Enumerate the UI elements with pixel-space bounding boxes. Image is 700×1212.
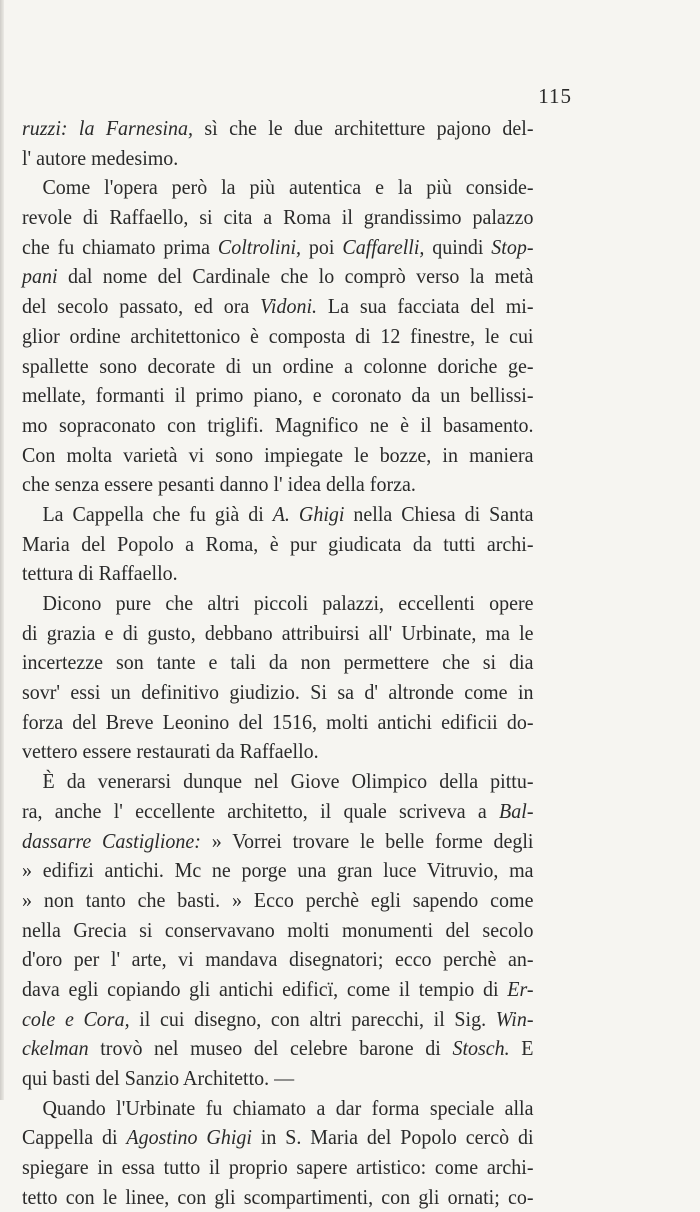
text-segment: Maria del Popolo a Roma, è pur giudicata da tutti archi-: [22, 531, 534, 556]
text-line: [22, 1064, 534, 1094]
text-line: [22, 500, 534, 530]
italic-text: Bal-: [499, 798, 534, 823]
italic-text: pani: [22, 264, 58, 289]
text-line: [22, 203, 534, 233]
italic-text: A. Ghigi: [272, 501, 345, 526]
text-line: [22, 262, 534, 292]
text-segment: revole di Raffaello, si cita a Roma il grandissimo palazzo: [22, 205, 534, 230]
text-segment: forza del Breve Leonino del 1516, molti antichi edificii do-: [22, 709, 534, 734]
text-line: [22, 559, 534, 589]
text-line: [22, 352, 534, 382]
text-segment: vettero essere restaurati da Raffaello.: [22, 739, 319, 764]
text-line: [22, 619, 534, 649]
text-line: [22, 411, 534, 441]
italic-text: Win-: [495, 1006, 534, 1031]
text-segment: nella Chiesa di Santa: [344, 501, 534, 526]
italic-text: Agostino Ghigi: [126, 1125, 252, 1150]
text-line: [22, 1005, 534, 1035]
text-line: [22, 322, 534, 352]
text-segment: » non tanto che basti. » Ecco perchè egli sapendo come: [22, 887, 534, 912]
text-segment: qui basti del Sanzio Architetto. —: [22, 1066, 295, 1090]
text-segment: Cappella di: [22, 1125, 127, 1150]
text-segment: del secolo passato, ed ora: [22, 294, 261, 319]
text-segment: Con molta varietà vi sono impiegate le bozze, in maniera: [22, 442, 534, 467]
text-segment: nella Grecia si conservavano molti monumenti del secolo: [22, 917, 534, 942]
text-segment: sovr' essi un definitivo giudizio. Si sa d' altronde come in: [22, 680, 534, 705]
text-segment: tettura di Raffaello.: [22, 561, 178, 586]
italic-text: Vidoni.: [260, 294, 318, 319]
page-gutter-shadow: [0, 0, 4, 1100]
text-line: [22, 1034, 534, 1064]
text-line: [22, 1183, 534, 1212]
text-segment: tetto con le linee, con gli scompartimenti, con gli ornati; co-: [22, 1184, 534, 1209]
text-line: [22, 945, 534, 975]
text-segment: Come l'opera però la più autentica e la più conside-: [42, 175, 534, 200]
text-segment: spiegare in essa tutto il proprio sapere artistico: come archi-: [22, 1155, 534, 1180]
text-line: [22, 827, 534, 857]
text-line: [22, 530, 534, 560]
text-line: [22, 886, 534, 916]
text-segment: in S. Maria del Popolo cercò di: [251, 1125, 534, 1150]
text-segment: dava egli copiando gli antichi edificï, come il tempio di: [22, 976, 508, 1001]
text-segment: E: [509, 1036, 534, 1061]
text-segment: » Vorrei trovare le belle forme degli: [200, 828, 534, 853]
italic-text: Coltrolini,: [217, 234, 302, 259]
text-line: [22, 708, 534, 738]
italic-text: ckelman: [22, 1036, 89, 1061]
text-line: [22, 916, 534, 946]
text-segment: che fu chiamato prima: [22, 234, 218, 259]
text-segment: dal nome del Cardinale che lo comprò verso la metà: [57, 264, 534, 289]
text-segment: ra, anche l' eccellente architetto, il quale scriveva a: [22, 798, 500, 823]
text-line: [22, 797, 534, 827]
text-segment: mo sopraconato con triglifi. Magnifico ne è il basamento.: [22, 412, 534, 437]
text-line: [22, 1094, 534, 1124]
text-line: [22, 381, 534, 411]
italic-text: Stop-: [491, 234, 534, 259]
text-line: [22, 1123, 534, 1153]
text-line: [22, 144, 534, 174]
text-segment: quindi: [424, 234, 492, 259]
text-segment: È da venerarsi dunque nel Giove Olimpico della pittu-: [42, 769, 534, 794]
text-line: [22, 292, 534, 322]
text-line: [22, 856, 534, 886]
text-segment: Quando l'Urbinate fu chiamato a dar forma speciale alla: [42, 1095, 534, 1120]
text-line: [22, 470, 534, 500]
text-line: [22, 233, 534, 263]
text-line: [22, 767, 534, 797]
text-segment: sì che le due architetture pajono del-: [193, 116, 534, 140]
text-segment: poi: [301, 234, 343, 259]
text-segment: Dicono pure che altri piccoli palazzi, eccellenti opere: [42, 591, 534, 615]
text-segment: d'oro per l' arte, vi mandava disegnatori; ecco perchè an-: [22, 947, 534, 972]
page-number: 115: [538, 84, 572, 108]
text-segment: spallette sono decorate di un ordine a colonne doriche ge-: [22, 353, 534, 378]
text-line: [22, 114, 534, 144]
italic-text: dassarre Castiglione:: [22, 828, 201, 853]
body-text: [22, 114, 534, 1212]
text-segment: » edifizi antichi. Mc ne porge una gran luce Vitruvio, ma: [22, 858, 534, 883]
text-segment: incertezze son tante e tali da non permettere che si dia: [22, 650, 534, 675]
text-line: [22, 589, 534, 619]
text-segment: La Cappella che fu già di: [42, 501, 273, 526]
text-line: [22, 975, 534, 1005]
text-segment: glior ordine architettonico è composta di 12 finestre, le cui: [22, 323, 534, 348]
text-segment: trovò nel museo del celebre barone di: [88, 1036, 453, 1061]
italic-text: Stosch.: [452, 1036, 510, 1061]
text-line: [22, 1153, 534, 1183]
text-segment: di grazia e di gusto, debbano attribuirsi all' Urbinate, ma le: [22, 620, 534, 645]
italic-text: Caffarelli,: [342, 234, 425, 259]
text-line: [22, 678, 534, 708]
italic-text: cole e Cora,: [22, 1006, 130, 1031]
text-segment: La sua facciata del mi-: [317, 294, 534, 319]
text-line: [22, 648, 534, 678]
text-segment: il cui disegno, con altri parecchi, il Sig.: [129, 1006, 496, 1031]
text-line: [22, 737, 534, 767]
italic-text: Er-: [507, 976, 534, 1001]
italic-text: ruzzi: la Farnesina,: [22, 116, 194, 140]
text-line: [22, 441, 534, 471]
text-line: [22, 173, 534, 203]
text-segment: che senza essere pesanti danno l' idea della forza.: [22, 472, 416, 497]
text-segment: mellate, formanti il primo piano, e coronato da un bellissi-: [22, 383, 534, 408]
text-segment: l' autore medesimo.: [22, 145, 179, 170]
